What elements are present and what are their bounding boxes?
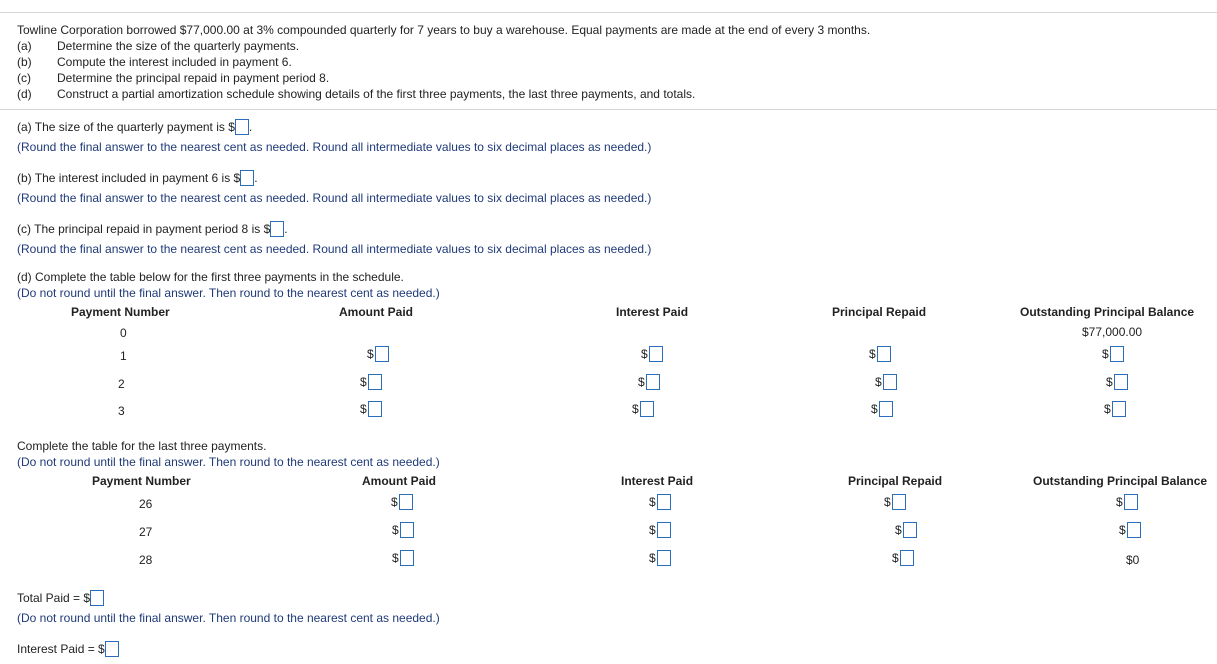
row3-balance-input[interactable] xyxy=(1112,401,1126,417)
answer-a-note: (Round the final answer to the nearest cent as needed. Round all intermediate values to six decimal places as needed.) xyxy=(17,140,652,154)
answer-c-prompt: (c) The principal repaid in payment period 8 is $ xyxy=(17,222,271,236)
row2-principal-input[interactable] xyxy=(883,374,897,390)
row1-balance-input[interactable] xyxy=(1110,346,1124,362)
table2-row27-interest: $ xyxy=(649,522,671,538)
total-paid xyxy=(17,590,104,606)
problem-part-b: (b) Compute the interest included in payment 6. xyxy=(17,55,292,69)
table1-row0-number: 0 xyxy=(120,326,127,340)
table1-row2-balance: $ xyxy=(1106,374,1128,390)
table1-row1-interest: $ xyxy=(641,346,663,362)
table2-row28-interest: $ xyxy=(649,550,671,566)
table1-note: (Do not round until the final answer. Then round to the nearest cent as needed.) xyxy=(17,286,440,300)
answer-a: (a) The size of the quarterly payment is $ . xyxy=(17,120,253,134)
table1-row3-number: 3 xyxy=(118,404,125,418)
row27-interest-input[interactable] xyxy=(657,522,671,538)
table1-row3-principal: $ xyxy=(871,401,893,417)
table2-row28-principal: $ xyxy=(892,550,914,566)
answer-b-note: (Round the final answer to the nearest cent as needed. Round all intermediate values to six decimal places as needed.) xyxy=(17,191,652,205)
table1-row3-amount: $ xyxy=(360,401,382,417)
principal-period8-input[interactable] xyxy=(270,221,284,237)
table1-row1-amount: $ xyxy=(367,346,389,362)
table2-row27-number: 27 xyxy=(139,525,153,539)
row1-principal-input[interactable] xyxy=(877,346,891,362)
total-paid-input[interactable] xyxy=(90,590,104,606)
table2-row28-balance: $0 xyxy=(1126,553,1140,567)
total-paid-note: (Do not round until the final answer. Then round to the nearest cent as needed.) xyxy=(17,611,440,625)
answer-b: (b) The interest included in payment 6 is $ . xyxy=(17,171,258,185)
table2-row26-balance: $ xyxy=(1116,494,1138,510)
top-divider xyxy=(0,12,1217,13)
table1-row1-balance: $ xyxy=(1102,346,1124,362)
table2-row27-balance: $ xyxy=(1119,522,1141,538)
answer-a-prompt: (a) The size of the quarterly payment is $ xyxy=(17,120,235,134)
table1-intro: (d) Complete the table below for the first three payments in the schedule. xyxy=(17,270,404,284)
table1-header-interest-paid: Interest Paid xyxy=(616,305,689,319)
table1-row0-balance: $77,000.00 xyxy=(1082,325,1143,339)
total-paid-label: Total Paid = $ xyxy=(17,591,91,605)
table2-row27-amount: $ xyxy=(392,522,414,538)
interest-paid-total-input[interactable] xyxy=(105,641,119,657)
table2-note: (Do not round until the final answer. Then round to the nearest cent as needed.) xyxy=(17,455,440,469)
row27-balance-input[interactable] xyxy=(1127,522,1141,538)
table2-intro: Complete the table for the last three payments. xyxy=(17,439,267,453)
interest-paid-total xyxy=(17,641,119,657)
table1-row3-balance: $ xyxy=(1104,401,1126,417)
row3-principal-input[interactable] xyxy=(879,401,893,417)
row28-amount-input[interactable] xyxy=(400,550,414,566)
table1-row1-principal: $ xyxy=(869,346,891,362)
row1-amount-input[interactable] xyxy=(375,346,389,362)
table2-header-amount-paid: Amount Paid xyxy=(362,474,436,488)
table2-row26-principal: $ xyxy=(884,494,906,510)
row26-amount-input[interactable] xyxy=(399,494,413,510)
table2-header-balance: Outstanding Principal Balance xyxy=(1033,474,1208,488)
problem-part-a: (a) Determine the size of the quarterly payments. xyxy=(17,39,300,53)
problem-intro: Towline Corporation borrowed $77,000.00 at 3% compounded quarterly for 7 years to buy a warehouse. Equal payments are made at the end of every 3 months. xyxy=(17,23,871,37)
row2-amount-input[interactable] xyxy=(368,374,382,390)
table2-header-interest-paid: Interest Paid xyxy=(621,474,694,488)
table2-row26-number: 26 xyxy=(139,497,153,511)
table1-row2-amount: $ xyxy=(360,374,382,390)
row26-balance-input[interactable] xyxy=(1124,494,1138,510)
problem-part-d: (d) Construct a partial amortization schedule showing details of the first three payments, the last three payments, and totals. xyxy=(17,87,696,101)
problem-part-c: (c) Determine the principal repaid in payment period 8. xyxy=(17,71,330,85)
row26-principal-input[interactable] xyxy=(892,494,906,510)
table1-header-principal-repaid: Principal Repaid xyxy=(832,305,927,319)
table2-row26-interest: $ xyxy=(649,494,671,510)
row27-principal-input[interactable] xyxy=(903,522,917,538)
answer-c-note: (Round the final answer to the nearest cent as needed. Round all intermediate values to six decimal places as needed.) xyxy=(17,242,652,256)
interest-paid-label: Interest Paid = $ xyxy=(17,642,105,656)
row26-interest-input[interactable] xyxy=(657,494,671,510)
table1-header-amount-paid: Amount Paid xyxy=(339,305,413,319)
row27-amount-input[interactable] xyxy=(400,522,414,538)
row28-principal-input[interactable] xyxy=(900,550,914,566)
table2-row26-amount: $ xyxy=(391,494,413,510)
table1-row3-interest: $ xyxy=(632,401,654,417)
table1-row2-principal: $ xyxy=(875,374,897,390)
payment-size-input[interactable] xyxy=(235,119,249,135)
table2-row28-amount: $ xyxy=(392,550,414,566)
row1-interest-input[interactable] xyxy=(649,346,663,362)
problem-divider xyxy=(0,109,1217,110)
table1-header-payment-number: Payment Number xyxy=(71,305,170,319)
table2-row27-principal: $ xyxy=(895,522,917,538)
interest-payment6-input[interactable] xyxy=(240,170,254,186)
table1-header-balance: Outstanding Principal Balance xyxy=(1020,305,1195,319)
table2-row28-number: 28 xyxy=(139,553,153,567)
table2-header-principal-repaid: Principal Repaid xyxy=(848,474,943,488)
row3-amount-input[interactable] xyxy=(368,401,382,417)
table1-row2-interest: $ xyxy=(638,374,660,390)
row2-balance-input[interactable] xyxy=(1114,374,1128,390)
row3-interest-input[interactable] xyxy=(640,401,654,417)
row2-interest-input[interactable] xyxy=(646,374,660,390)
answer-b-prompt: (b) The interest included in payment 6 is $ xyxy=(17,171,241,185)
answer-c: (c) The principal repaid in payment period 8 is $ . xyxy=(17,222,288,236)
table2-header-payment-number: Payment Number xyxy=(92,474,191,488)
table1-row1-number: 1 xyxy=(120,349,127,363)
table1-row2-number: 2 xyxy=(118,377,125,391)
row28-interest-input[interactable] xyxy=(657,550,671,566)
